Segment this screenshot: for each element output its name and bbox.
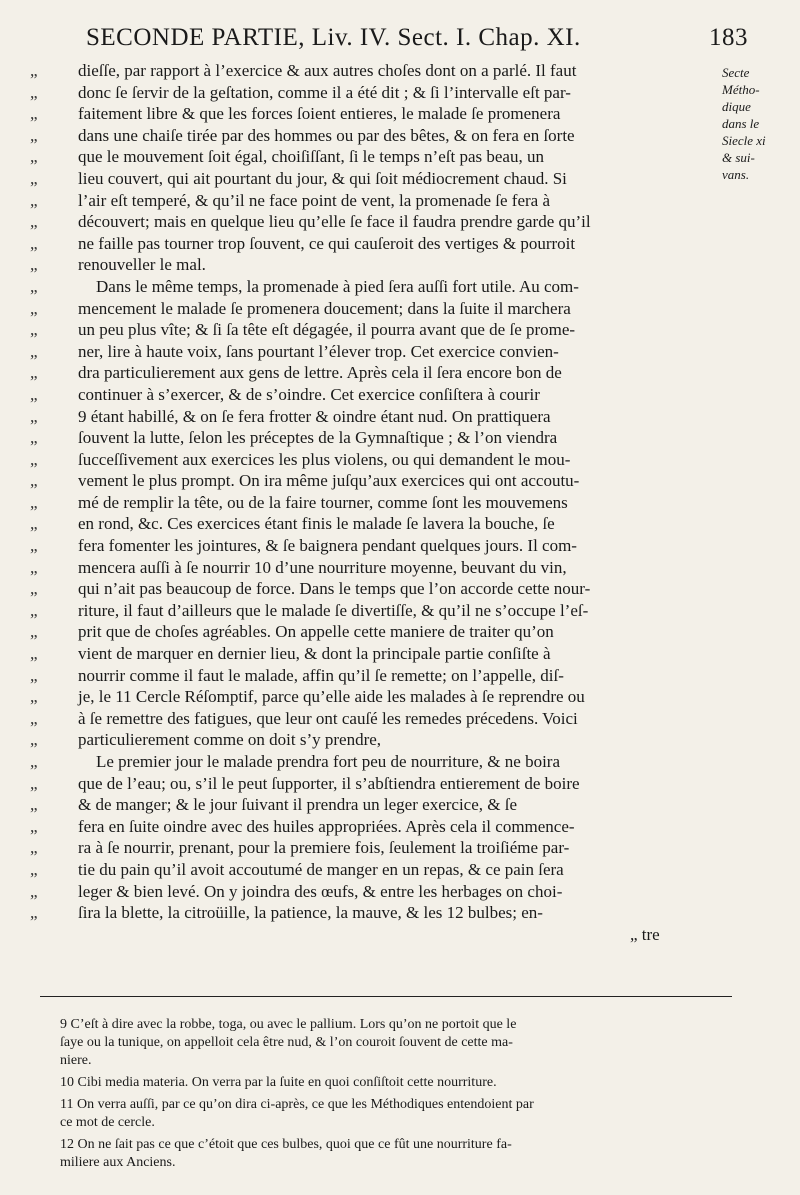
text-line-content: Dans le même temps, la promenade à pied ſera auſſi fort utile. Au com- — [96, 276, 579, 296]
text-line-content: dra particulierement aux gens de lettre. Après cela il ſera encore bon de — [78, 363, 562, 383]
text-line-content: „ tre — [630, 924, 660, 944]
text-line — [30, 190, 730, 212]
text-line — [30, 535, 730, 557]
quote-mark: „ — [30, 514, 38, 534]
text-line — [30, 103, 730, 125]
text-line-content: à ſe remettre des fatigues, que leur ont cauſé les remedes précedens. Voici — [78, 708, 578, 728]
text-line — [30, 341, 730, 363]
text-line-content: leger & bien levé. On y joindra des œufs, & entre les herbages on choi- — [78, 881, 563, 901]
text-line — [30, 881, 730, 903]
quote-mark: „ — [30, 708, 38, 728]
footnote-rule — [40, 996, 732, 997]
text-line — [30, 233, 730, 255]
marginal-note-line: dans le — [722, 116, 760, 131]
text-line-content: vement le plus prompt. On ira même juſqu’aux exercices qui ont accoutu- — [78, 471, 580, 491]
quote-mark: „ — [30, 600, 38, 620]
text-line — [30, 470, 730, 492]
quote-mark: „ — [30, 125, 38, 145]
quote-mark: „ — [30, 147, 38, 167]
footnotes — [60, 1016, 740, 1172]
text-line — [30, 298, 730, 320]
text-line-content: ne faille pas tourner trop ſouvent, ce qui cauſeroit des vertiges & pourroit — [78, 233, 576, 253]
text-line — [30, 837, 730, 859]
quote-mark: „ — [30, 363, 38, 383]
footnote-line: 12 On ne ſait pas ce que c’étoit que ces bulbes, quoi que ce fût une nourriture fa- — [60, 1137, 512, 1152]
text-line-content: ſouvent la lutte, ſelon les préceptes de la Gymnaſtique ; & l’on viendra — [78, 428, 558, 448]
text-line — [30, 362, 730, 384]
text-line — [30, 773, 730, 795]
text-line — [30, 794, 730, 816]
text-line-content: continuer à s’exercer, & de s’oindre. Cet exercice conſiſtera à courir — [78, 384, 540, 404]
text-line — [30, 816, 730, 838]
quote-mark: „ — [30, 816, 38, 836]
text-line-content: & de manger; & le jour ſuivant il prendra un leger exercice, & ſe — [78, 795, 517, 815]
quote-mark: „ — [30, 471, 38, 491]
text-line-content: particulierement comme on doit s’y prendre, — [78, 730, 382, 750]
quote-mark: „ — [30, 276, 38, 296]
text-line-content: dans une chaiſe tirée par des hommes ou par des bêtes, & on fera en ſorte — [78, 125, 575, 145]
text-line — [30, 665, 730, 687]
quote-mark: „ — [30, 795, 38, 815]
text-line-content: je, le 11 Cercle Réſomptif, parce qu’elle aide les malades à ſe reprendre ou — [78, 687, 585, 707]
text-line-content: prit que de choſes agréables. On appelle cette maniere de traiter qu’on — [78, 622, 554, 642]
text-line-content: que de l’eau; ou, s’il le peut ſupporter, il s’abſtiendra entierement de boire — [78, 773, 580, 793]
text-line-content: faitement libre & que les forces ſoient entieres, le malade ſe promenera — [78, 104, 561, 124]
text-line-content: ſucceſſivement aux exercices les plus violens, ou qui demandent le mou- — [78, 449, 571, 469]
marginal-note-line: Métho- — [722, 82, 760, 97]
text-line — [30, 254, 730, 276]
text-line — [30, 902, 730, 924]
marginal-note — [722, 64, 792, 183]
quote-mark: „ — [30, 536, 38, 556]
text-line — [30, 600, 730, 622]
footnote-line: ce mot de cercle. — [60, 1115, 155, 1130]
quote-mark: „ — [30, 190, 38, 210]
text-line — [30, 449, 730, 471]
quote-mark: „ — [30, 838, 38, 858]
text-line — [30, 146, 730, 168]
text-line-content: que le mouvement ſoit égal, choiſiſſant, ſi le temps n’eſt pas beau, un — [78, 147, 544, 167]
footnote-line: 9 C’eſt à dire avec la robbe, toga, ou avec le pallium. Lors qu’on ne portoit que le — [60, 1017, 517, 1032]
quote-mark: „ — [30, 104, 38, 124]
text-line-content: qui n’ait pas beaucoup de force. Dans le temps que l’on accorde cette nour- — [78, 579, 591, 599]
text-line-content: ra à ſe nourrir, prenant, pour la premiere fois, ſeulement la troiſiéme par- — [78, 838, 570, 858]
page-number: 183 — [709, 24, 748, 51]
marginal-note-line: dique — [722, 99, 751, 114]
text-line-content: tie du pain qu’il avoit accoutumé de manger en un repas, & ce pain ſera — [78, 859, 564, 879]
marginal-note-line: Siecle xi — [722, 133, 766, 148]
text-line — [30, 729, 730, 751]
header-title: SECONDE PARTIE, Liv. IV. Sect. I. Chap. XI. — [86, 24, 581, 51]
text-line-content: dieſſe, par rapport à l’exercice & aux autres choſes dont on a parlé. Il faut — [78, 61, 577, 80]
text-line-content: donc ſe ſervir de la geſtation, comme il a été dit ; & ſi l’intervalle eſt par- — [78, 82, 571, 102]
text-line-content: mencera auſſi à ſe nourrir 10 d’une nourriture moyenne, beuvant du vin, — [78, 557, 567, 577]
text-line — [30, 406, 730, 428]
quote-mark: „ — [30, 579, 38, 599]
text-line-content: l’air eſt temperé, & qu’il ne face point de vent, la promenade ſe fera à — [78, 190, 550, 210]
text-line-content: ſira la blette, la citroüille, la patience, la mauve, & les 12 bulbes; en- — [78, 903, 543, 923]
text-line — [30, 859, 730, 881]
text-line-content: Le premier jour le malade prendra fort peu de nourriture, & ne boira — [96, 752, 560, 771]
quote-mark: „ — [30, 752, 38, 771]
text-line-content: fera en ſuite oindre avec des huiles appropriées. Après cela il commence- — [78, 816, 575, 836]
text-line — [30, 168, 730, 190]
text-line — [30, 276, 730, 298]
footnote-line: ſaye ou la tunique, on appelloit cela être nud, & l’on couroit ſouvent de cette ma- — [60, 1035, 513, 1050]
quote-mark: „ — [30, 82, 38, 102]
quote-mark: „ — [30, 773, 38, 793]
footnote-line: 11 On verra auſſi, par ce qu’on dira ci-après, ce que les Méthodiques entendoient par — [60, 1097, 534, 1112]
text-line — [30, 125, 730, 147]
text-line — [30, 319, 730, 341]
text-line — [30, 82, 730, 104]
quote-mark: „ — [30, 320, 38, 340]
quote-mark: „ — [30, 622, 38, 642]
text-line — [30, 384, 730, 406]
text-line — [30, 751, 730, 773]
quote-mark: „ — [30, 61, 38, 80]
text-line — [30, 621, 730, 643]
text-line — [30, 513, 730, 535]
marginal-note-line: vans. — [722, 167, 750, 182]
text-line-content: en rond, &c. Ces exercices étant finis le malade ſe lavera la bouche, ſe — [78, 514, 555, 534]
text-line — [30, 924, 730, 946]
quote-mark: „ — [30, 341, 38, 361]
quote-mark: „ — [30, 449, 38, 469]
quote-mark: „ — [30, 881, 38, 901]
quote-mark: „ — [30, 557, 38, 577]
quote-mark: „ — [30, 687, 38, 707]
quote-mark: „ — [30, 298, 38, 318]
running-header — [86, 22, 748, 54]
quote-mark: „ — [30, 255, 38, 275]
quote-mark: „ — [30, 406, 38, 426]
text-line-content: fera fomenter les jointures, & ſe baignera pendant quelques jours. Il com- — [78, 536, 577, 556]
text-line — [30, 708, 730, 730]
text-line — [30, 211, 730, 233]
footnote-line: niere. — [60, 1053, 92, 1068]
text-line-content: riture, il faut d’ailleurs que le malade ſe divertiſſe, & qu’il ne s’occupe l’eſ- — [78, 600, 589, 620]
text-line — [30, 578, 730, 600]
text-line-content: un peu plus vîte; & ſi ſa tête eſt dégagée, il pourra avant que de ſe prome- — [78, 320, 576, 340]
quote-mark: „ — [30, 428, 38, 448]
text-line-content: nourrir comme il faut le malade, affin qu’il ſe remette; on l’appelle, diſ- — [78, 665, 564, 685]
marginal-note-line: & sui- — [722, 150, 755, 165]
text-line-content: renouveller le mal. — [78, 255, 206, 275]
text-line-content: mencement le malade ſe promenera doucement; dans la ſuite il marchera — [78, 298, 571, 318]
text-line — [30, 557, 730, 579]
quote-mark: „ — [30, 665, 38, 685]
quote-mark: „ — [30, 212, 38, 232]
text-line-content: mé de remplir la tête, ou de la faire tourner, comme ſont les mouvemens — [78, 492, 568, 512]
quote-mark: „ — [30, 730, 38, 750]
footnote-line: 10 Cibi media materia. On verra par la ſuite en quoi conſiſtoit cette nourriture. — [60, 1075, 497, 1090]
text-line-content: découvert; mais en quelque lieu qu’elle ſe face il faudra prendre garde qu’il — [78, 212, 591, 232]
quote-mark: „ — [30, 903, 38, 923]
quote-mark: „ — [30, 168, 38, 188]
quote-mark: „ — [30, 644, 38, 664]
body-text — [30, 60, 730, 945]
text-line-content: ner, lire à haute voix, ſans pourtant l’élever trop. Cet exercice convien- — [78, 341, 559, 361]
quote-mark: „ — [30, 384, 38, 404]
text-line-content: vient de marquer en dernier lieu, & dont la principale partie conſiſte à — [78, 644, 551, 664]
text-line — [30, 686, 730, 708]
text-line-content: 9 étant habillé, & on ſe fera frotter & oindre étant nud. On prattiquera — [78, 406, 551, 426]
text-line — [30, 60, 730, 82]
text-line-content: lieu couvert, qui ait pourtant du jour, & qui ſoit médiocrement chaud. Si — [78, 168, 567, 188]
quote-mark: „ — [30, 492, 38, 512]
quote-mark: „ — [30, 233, 38, 253]
text-line — [30, 643, 730, 665]
marginal-note-line: Secte — [722, 65, 750, 80]
quote-mark: „ — [30, 859, 38, 879]
text-line — [30, 427, 730, 449]
text-line — [30, 492, 730, 514]
footnote-line: miliere aux Anciens. — [60, 1155, 176, 1170]
